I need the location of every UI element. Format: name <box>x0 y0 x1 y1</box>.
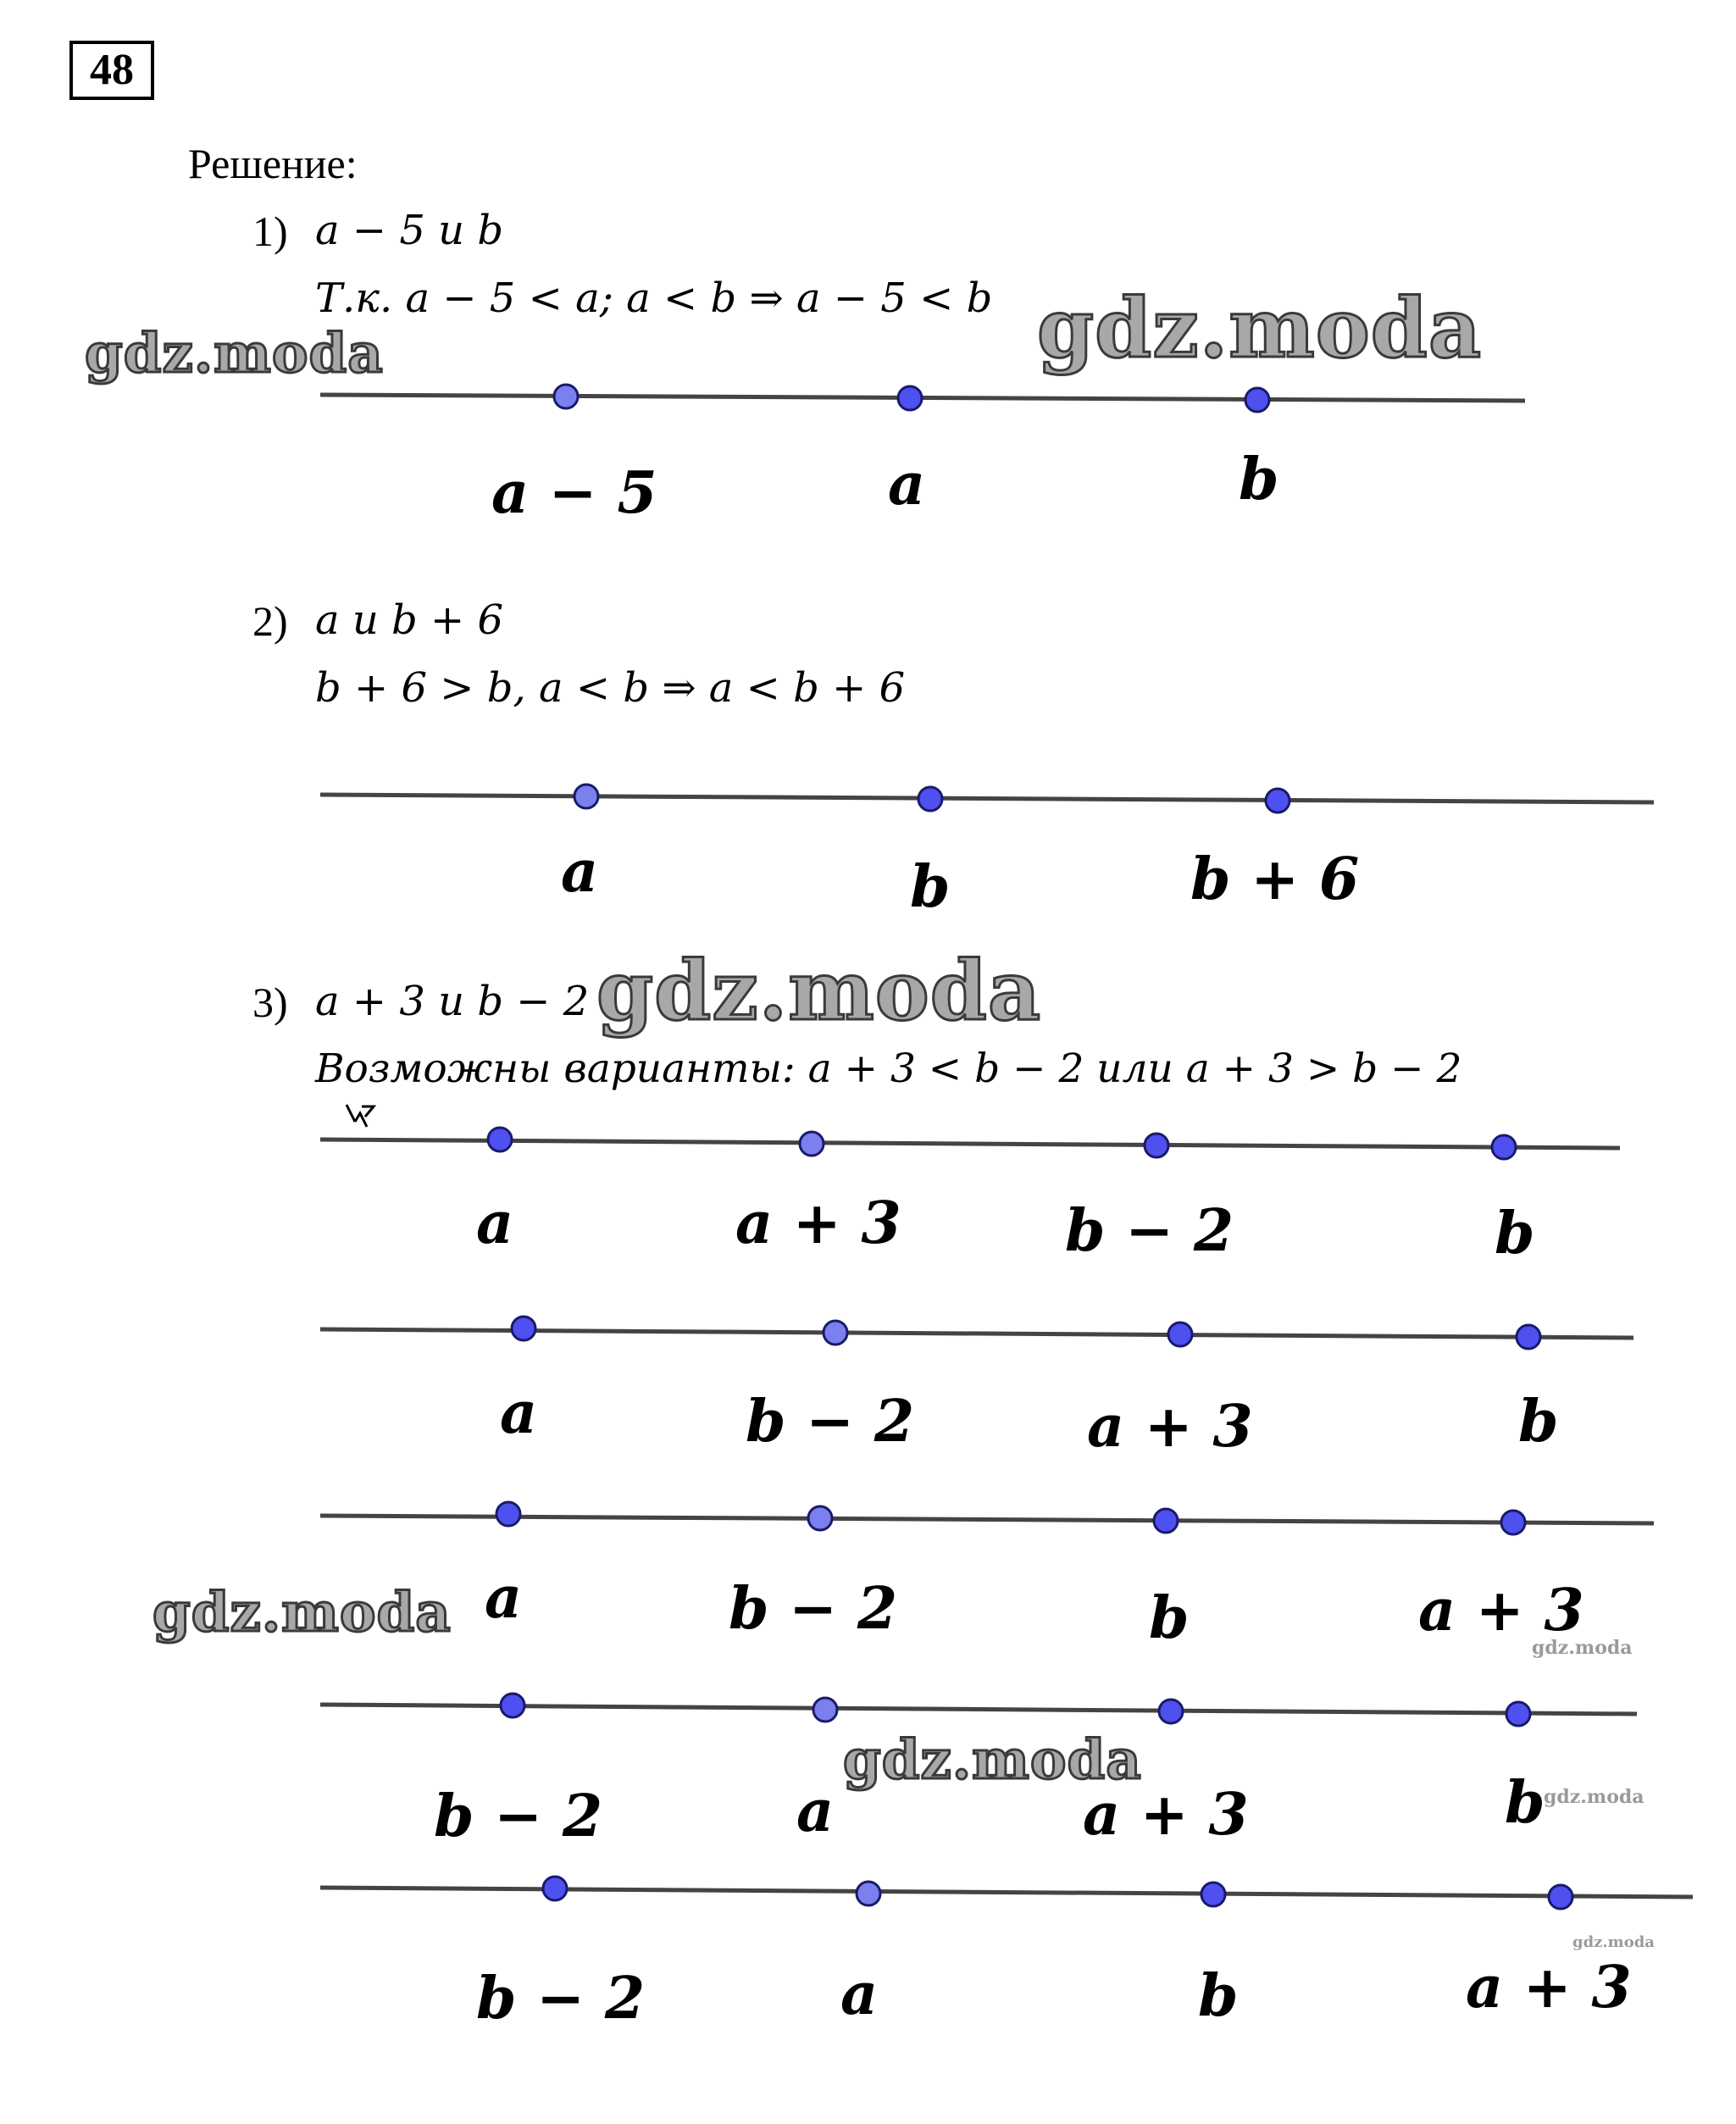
line1-label-3: b <box>1239 446 1279 513</box>
part-3-statement: a + 3 и b − 2 <box>315 978 590 1025</box>
line7-label-3: b <box>1198 1962 1239 2030</box>
line5-label-2: b − 2 <box>729 1575 898 1643</box>
task-number-box: 48 <box>69 41 154 100</box>
part-3-reasoning: Возможны варианты: a + 3 < b − 2 или a + 3 > b − 2 <box>315 1045 1462 1092</box>
line3-point-3 <box>1145 1134 1168 1157</box>
watermark-2: gdz.moda <box>1037 280 1483 376</box>
watermark-3: gdz.moda <box>596 943 1042 1039</box>
line5-point-2 <box>808 1506 832 1530</box>
line5-label-4: a + 3 <box>1418 1577 1584 1644</box>
number-line-7 <box>320 1888 1693 1897</box>
line4-point-4 <box>1517 1325 1540 1349</box>
part-1-statement: a − 5 и b <box>315 207 504 254</box>
line6-label-4: b <box>1505 1769 1545 1837</box>
part-1-number: 1) <box>252 208 288 255</box>
line1-point-1 <box>554 385 578 408</box>
line2-point-2 <box>918 787 942 811</box>
part-2-reasoning: b + 6 > b, a < b ⇒ a < b + 6 <box>315 664 906 712</box>
line2-point-3 <box>1266 789 1290 812</box>
line4-point-3 <box>1168 1323 1192 1346</box>
watermark-1: gdz.moda <box>85 322 384 385</box>
part-3-number: 3) <box>252 979 288 1026</box>
line1-point-3 <box>1245 388 1269 412</box>
line3-point-2 <box>800 1132 824 1156</box>
watermark-4: gdz.moda <box>153 1581 452 1644</box>
line7-point-3 <box>1201 1883 1225 1906</box>
line5-point-1 <box>496 1502 520 1526</box>
line6-point-1 <box>501 1694 524 1717</box>
line5-label-3: b <box>1149 1584 1190 1652</box>
line5-point-4 <box>1501 1511 1525 1534</box>
line3-label-2: a + 3 <box>735 1190 901 1257</box>
line2-point-1 <box>574 785 598 808</box>
line4-point-2 <box>824 1321 847 1345</box>
solution-heading: Решение: <box>188 140 358 187</box>
line6-label-3: a + 3 <box>1083 1781 1249 1849</box>
line6-point-4 <box>1506 1702 1530 1726</box>
line5-point-3 <box>1154 1509 1178 1533</box>
line4-point-1 <box>512 1317 535 1340</box>
line5-label-1: a <box>485 1564 523 1632</box>
watermark-7: gdz.moda <box>1544 1786 1644 1808</box>
line3-label-3: b − 2 <box>1065 1197 1234 1265</box>
line2-label-2: b <box>910 853 951 921</box>
line6-label-1: b − 2 <box>434 1783 603 1850</box>
watermark-8: gdz.moda <box>1572 1933 1655 1951</box>
line1-label-1: a − 5 <box>491 459 657 527</box>
part-2-statement: a и b + 6 <box>315 596 504 644</box>
cursor-icon <box>343 1101 377 1132</box>
line7-label-4: a + 3 <box>1466 1954 1632 2021</box>
line3-label-4: b <box>1495 1200 1535 1267</box>
line3-label-1: a <box>476 1190 514 1257</box>
line7-label-1: b − 2 <box>476 1965 646 2032</box>
line6-point-2 <box>813 1698 837 1722</box>
line4-label-1: a <box>500 1379 538 1447</box>
line7-point-1 <box>543 1877 567 1900</box>
number-line-2 <box>320 795 1654 802</box>
watermark-6: gdz.moda <box>1532 1637 1633 1659</box>
line6-point-3 <box>1159 1700 1183 1723</box>
line1-point-2 <box>898 386 922 410</box>
part-1-reasoning: Т.к. a − 5 < a; a < b ⇒ a − 5 < b <box>315 275 993 322</box>
line2-label-3: b + 6 <box>1190 846 1360 913</box>
line3-point-4 <box>1492 1135 1516 1159</box>
line7-point-2 <box>857 1882 880 1905</box>
line4-label-4: b <box>1518 1388 1559 1456</box>
line4-label-2: b − 2 <box>746 1388 915 1456</box>
line4-label-3: a + 3 <box>1087 1393 1253 1461</box>
part-2-number: 2) <box>252 597 288 645</box>
line7-label-2: a <box>840 1960 879 2028</box>
watermark-5: gdz.moda <box>843 1728 1142 1792</box>
line7-point-4 <box>1549 1885 1572 1909</box>
line3-point-1 <box>488 1128 512 1151</box>
line6-label-2: a <box>796 1777 835 1845</box>
number-line-3 <box>320 1140 1620 1148</box>
line2-label-1: a <box>561 838 599 906</box>
line1-label-2: a <box>888 451 926 519</box>
